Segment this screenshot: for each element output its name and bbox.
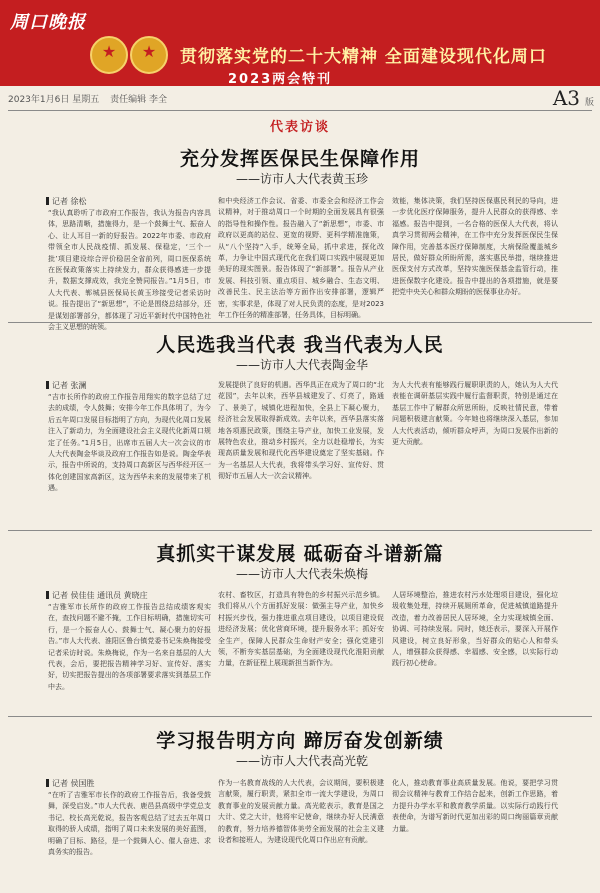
article-column: “吉市长所作的政府工作报告用翔实的数字总结了过去的成绩，令人鼓舞；安排今年工作具体明了，为今后五年周口发展目标指明了方向，为现代化周口发展注入了新动力，为全面建设社会主义现代化新周口规定了任务。”1月5日，出席市五届人大一次会议的市人大代表陶金华谈及政府工作报告如是说。陶金华表示，报告中所说的，支持周口高新区与西华经开区一体化创建国家高新区，这为西华未来的发展带来了机遇。 <box>48 393 211 493</box>
page-suffix: 版 <box>584 98 594 108</box>
divider <box>8 716 592 717</box>
article-subheadline: ——访市人大代表高光乾 <box>235 754 368 768</box>
divider <box>8 322 592 323</box>
article-subheadline: ——访市人大代表朱焕梅 <box>235 567 368 581</box>
editor-credit: 责任编辑 李全 <box>110 95 167 105</box>
article-column: 化人，推动教育事业高质量发展。他说，要把学习贯彻会议精神与教育工作结合起来，创新工作思路，着力提升办学水平和教育教学质量。以实际行动践行代表使命，为谱写新时代更加出彩的周口绚丽篇章贡献力量。 <box>392 779 558 833</box>
article-headline: 学习报告明方向 蹄厉奋发创新绩 <box>156 730 444 752</box>
article-column: “我认真聆听了市政府工作报告，我认为报告内容具体，思路清晰，措施得力，是一个鼓舞士气、振奋人心、让人耳目一新的好报告。2022年市委、市政府带领全市人民战疫情、抓发展、保稳定，‘三个一批’项目建设综合评价稳居全省前列，周口医保系统在医保政策落实上持续发力，群众获得感进一步提升，数据支撑成效，我完全赞同报告。”1月5日，市人大代表、郸城县医保局长黄玉珍接受记者采访时说。报告提出了“新思想”，不论是围绕总结部分，还是谋划部署部分，都体现了习近平新时代中国特色社会主义思想的统领。 <box>48 209 211 332</box>
article-column: 发展提供了良好的机遇。西华具正在成为了周口的“北花园”，去年以来，西华县城建发了、灯亮了，路通了、景美了，城镇化进程加快，全县上下凝心聚力，经济社会发展取得新成效。去年以来，西华县落实落地各项惠民政策，围绕主导产业，加快工业发展，发展特色农业，推动乡村振兴，全力以赴稳增长，为实现高质量发展和现代化西华建设奠定了坚实基础。作为一名基层人大代表，我将带头学习好、宣传好、贯彻好市五届人大一次会议精神。 <box>218 381 384 481</box>
article-byline: 记者 徐松 <box>52 197 87 206</box>
cppcc-emblem-icon: ★ <box>130 36 168 74</box>
article-column: 农村、畜牧区，打造具有特色的乡村振兴示范乡镇。我们将从八个方面抓好发展：做强主导产业，加快乡村振兴步伐，强力推进重点项目建设，以项目建设促进经济发展；优化营商环境，提升服务水平；抓好安全生产，保障人民群众生命财产安全；强化党建引领，不断夯实基层基础，为全面建设现代化淮阳贡献力量，在新征程上展现新担当新作为。 <box>218 591 384 668</box>
newspaper-logo: 周口晚报 <box>10 12 86 33</box>
article-column: 和中央经济工作会议、省委、市委全会和经济工作会议精神，对于推动周口一个时期的全面发展具有很强的指导性和操作性。报告融入了“新思想”，市委、市政府以更高的站位、更宽的视野、更科学精准施策，从“八个坚持”入手，统筹全局，抓中求进，探化改革，力争让中国式现代化在我们周口实践中展现更加美好的现实图景。报告体现了“新部署”。报告从产业发展、科技引领、重点项目、城乡融合、生态文明、改善民生、民主法治等方面作出安排部署，逻辑严密，实事求是，体现了对人民负责的态度，是对2023年工作任务的精准部署，任务具体，目标明确。 <box>218 197 384 320</box>
article-headline: 人民选我当代表 我当代表为人民 <box>156 334 444 356</box>
banner-subtitle: 2023两会特刊 <box>228 72 333 87</box>
article-column: “吉雅军市长所作的政府工作报告总结成绩客观实在，查找问题不避不掩，工作目标明确，措施切实可行，是一个振奋人心、鼓舞士气、凝心聚力的好报告。”市人大代表、淮阳区鲁台镇党委书记朱焕梅接受记者采访时说。朱焕梅说，作为一名来自基层的人大代表，会后，要把报告精神学习好、宣传好、落实好，切实把报告提出的各项部署要求落实到基层工作中去。 <box>48 603 211 691</box>
article-byline: 记者 侯佳佳 通讯员 黄晓庄 <box>52 591 148 600</box>
article-byline: 记者 侯国胜 <box>52 779 95 788</box>
article-column: 为人大代表有能够践行履职职责的人，她认为人大代表能在调研基层实践中履行监督职责，特别是通过在基层工作中了解群众所思所盼，反映社情民意，带着问题积极建言献策。今年她也将继续深入基层，参加人大代表活动，倾听群众呼声，为周口发展作出新的更大贡献。 <box>392 381 558 447</box>
article-headline: 真抓实干谋发展 砥砺奋斗谱新篇 <box>156 543 444 565</box>
national-emblem-icon: ★ <box>90 36 128 74</box>
issue-date: 2023年1月6日 星期五 <box>8 95 100 105</box>
page-number: A3 <box>552 86 580 110</box>
article-column: 作为一名教育战线的人大代表，会议期间，要积极建言献策，履行职责，紧扣全市一流大学建设，为周口教育事业的发展贡献力量。高光乾表示，教育是国之大计、党之大计，他将牢记使命，继续办好人民满意的教育，努力培养德智体美劳全面发展的社会主义建设者和接班人，为建设现代化周口作出应有贡献。 <box>218 779 384 845</box>
article-subheadline: ——访市人大代表黄玉珍 <box>235 172 368 186</box>
divider <box>8 530 592 531</box>
divider <box>8 110 592 111</box>
article-byline: 记者 张澜 <box>52 381 87 390</box>
section-tag: 代表访谈 <box>269 120 330 135</box>
article-column: 效能，集体决策，我们坚持医保惠民利民的导向，进一步优化医疗保障服务，提升人民群众的获得感、幸福感。报告中提到，一名合格的医保人大代表，将认真学习贯彻两会精神，在工作中充分发挥医保民生保障作用，完善基本医疗保障制度，大病保险覆盖城乡居民，做好群众所盼所需，落实惠民举措，继续推进医保支付方式改革，坚持实施医保基金监管行动，推进医保数字化建设。报告中提出的各项措施，就是要把党中央关心和群众期盼的医保事业办好。 <box>392 197 558 297</box>
dateline <box>8 92 592 108</box>
article-headline: 充分发挥医保民生保障作用 <box>179 148 420 170</box>
article-subheadline: ——访市人大代表陶金华 <box>235 358 368 372</box>
article-column: 人居环境整治，推进农村污水处理项目建设，强化垃圾收集处理，持续开展厕所革命，促进城镇道路提升改造，着力改善居民人居环境，全力实现城镇全面、协调、可持续发展。同时，她还表示，要深入开展作风建设，树立良好形象，当好群众的贴心人和带头人，增强群众获得感、幸福感、安全感，以实际行动践行初心使命。 <box>392 591 558 668</box>
banner-title: 贯彻落实党的二十大精神 全面建设现代化周口 <box>180 47 547 67</box>
masthead-banner <box>0 0 600 86</box>
article-column: “在听了吉雅军市长作的政府工作报告后，我备受鼓舞，深受启发。”市人大代表、鹿邑县高级中学党总支书记、校长高光乾说，报告客观总结了过去五年周口取得的骄人成绩，指明了周口未来发展的美好蓝图，明确了目标、路径，是一个鼓舞人心、催人奋进、求真务实的报告。 <box>48 791 211 857</box>
